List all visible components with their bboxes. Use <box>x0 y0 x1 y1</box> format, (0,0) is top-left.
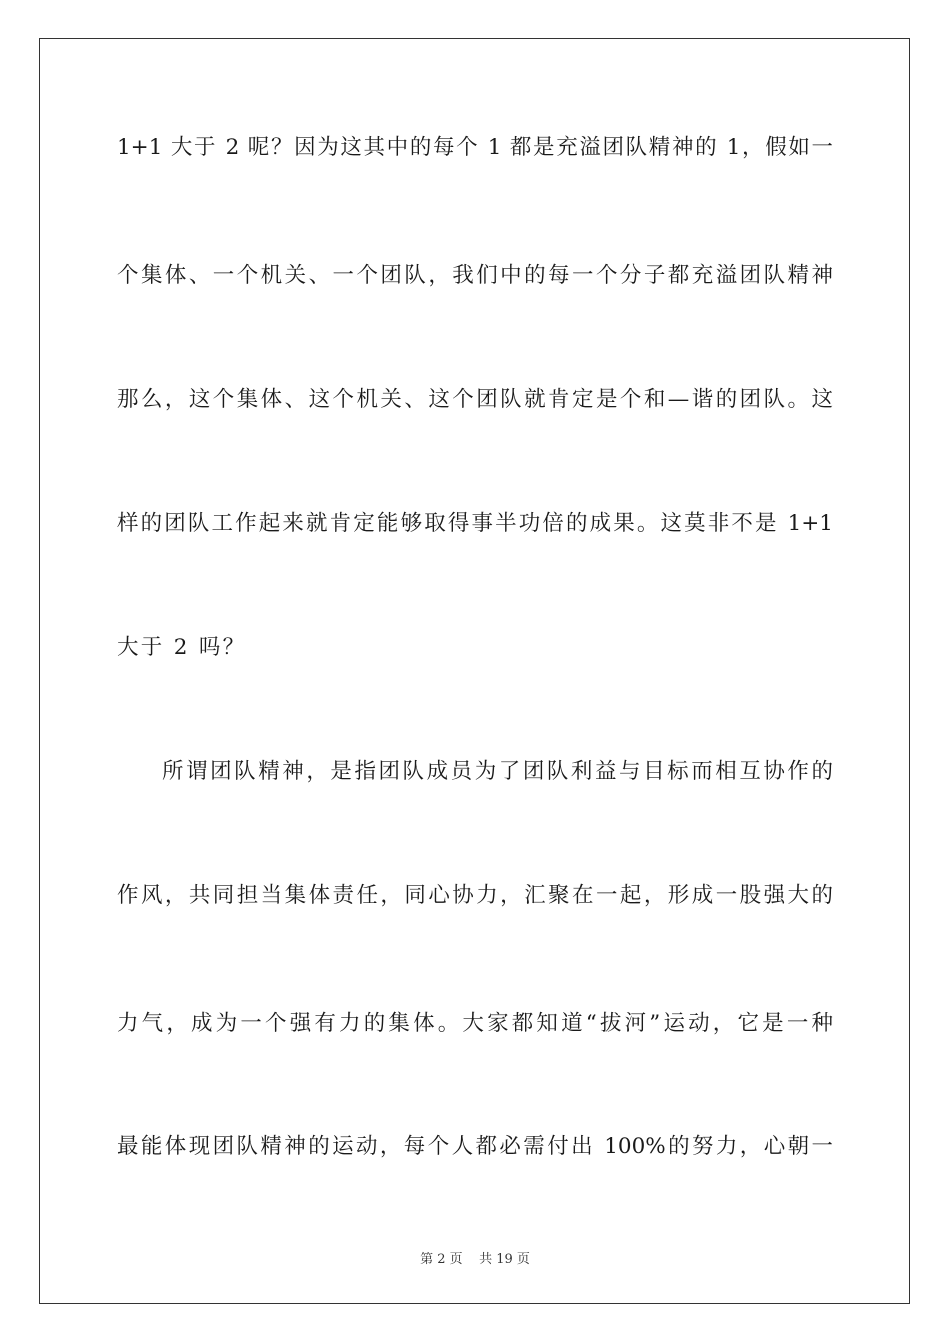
paragraph-line-2: 个集体、一个机关、一个团队，我们中的每一个分子都充溢团队精神 <box>117 263 833 288</box>
paragraph-line-3: 那么，这个集体、这个机关、这个团队就肯定是个和—谐的团队。这 <box>117 387 833 412</box>
paragraph-line-9: 最能体现团队精神的运动，每个人都必需付出 100%的努力，心朝一 <box>117 1134 833 1159</box>
paragraph-line-5: 大于 2 吗？ <box>117 635 247 660</box>
paragraph-line-8: 力气，成为一个强有力的集体。大家都知道“拔河”运动，它是一种 <box>117 1011 833 1036</box>
paragraph-line-1: 1+1 大于 2 呢？因为这其中的每个 1 都是充溢团队精神的 1，假如一 <box>117 135 833 160</box>
paragraph-line-6: 所谓团队精神，是指团队成员为了团队利益与目标而相互协作的 <box>162 759 833 784</box>
page-number-footer: 第 2 页 共 19 页 <box>420 1252 530 1267</box>
page-border <box>39 38 910 1304</box>
paragraph-line-7: 作风，共同担当集体责任，同心协力，汇聚在一起，形成一股强大的 <box>117 883 833 908</box>
paragraph-line-4: 样的团队工作起来就肯定能够取得事半功倍的成果。这莫非不是 1+1 <box>117 511 833 536</box>
